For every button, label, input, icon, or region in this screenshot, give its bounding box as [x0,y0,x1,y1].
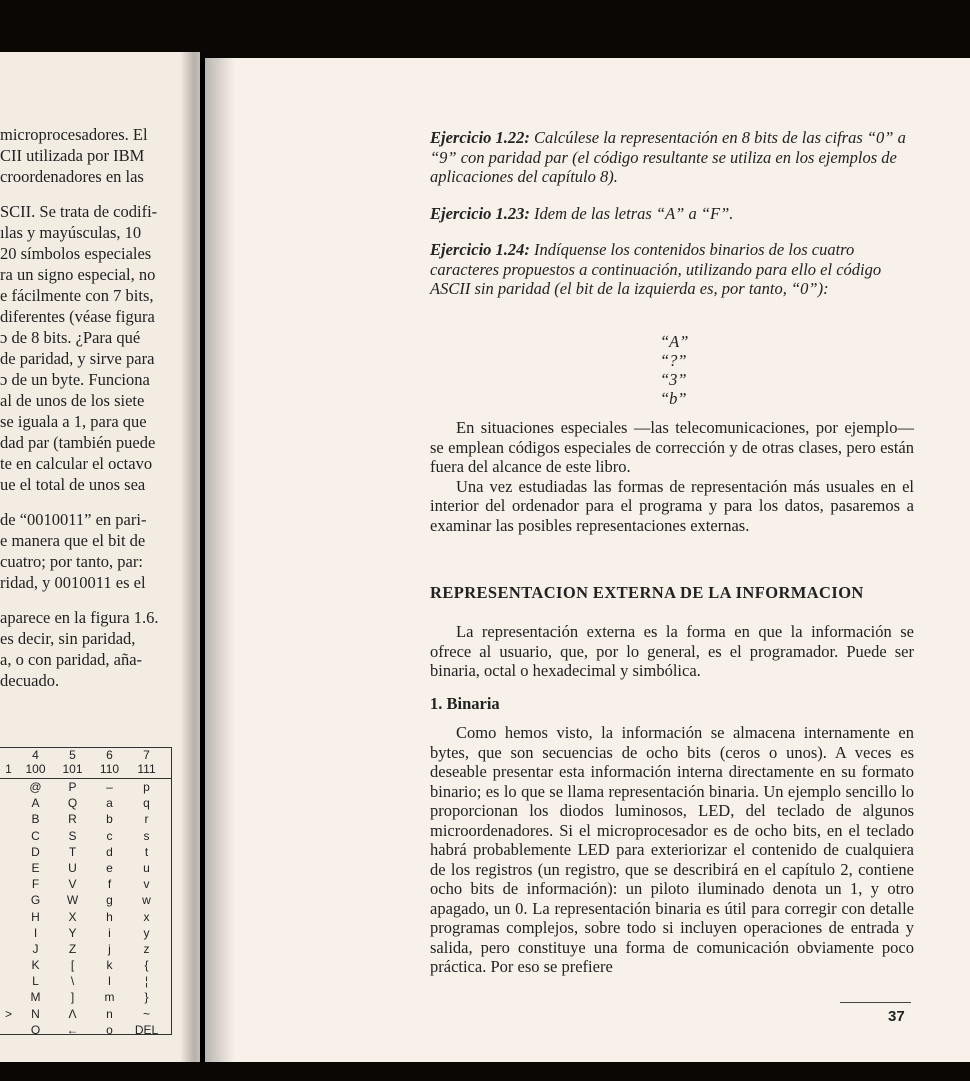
table-cell: f [107,877,112,892]
table-row [0,909,171,925]
table-row [0,957,171,973]
table-cell: u [143,860,150,875]
table-bits-cell: 111 [137,762,156,776]
character-examples [660,332,720,408]
table-cell: B [31,812,40,827]
exercise-1-23 [430,204,920,224]
table-body [0,779,171,1038]
left-text-line: es decir, sin paridad, [0,629,136,648]
left-text-line: ridad, y 0010011 es el [0,573,146,592]
table-cell: I [33,925,38,940]
table-cell: D [31,844,40,859]
table-header-cell: 7 [143,748,150,762]
bottom-dark-border [0,1062,970,1081]
table-cell: J [32,941,39,956]
table-cell: r [144,812,149,827]
table-cell: q [143,796,150,811]
table-header-row [0,748,171,762]
table-cell: h [106,909,113,924]
left-text-line: ra un signo especial, no [0,265,156,284]
table-cell: @ [29,780,42,794]
left-text-line: dad par (también puede [0,433,156,452]
table-cell: Y [68,925,77,940]
example-char: “3” [660,370,687,389]
table-row [0,795,171,811]
table-cell: > [4,1006,12,1021]
table-cell [0,925,17,941]
table-row [0,892,171,908]
left-text-line: aparece en la figura 1.6. [0,608,159,627]
paragraph: En situaciones especiales —las telecomunicaciones, por ejemplo— se emplean códigos especiales de corrección y de otras clases, pero están fuera del alcance de este libro. [430,418,914,476]
table-cell: O [30,1022,41,1037]
example-char: “?” [660,351,687,370]
table-row [0,1022,171,1038]
table-cell: c [106,828,113,843]
table-cell: y [143,925,150,940]
page-number: 37 [888,1008,905,1025]
exercise-label: Ejercicio 1.22: [430,128,530,147]
left-text-line: ɔ de 8 bits. ¿Para qué [0,328,141,347]
left-text-line: te en calcular el octavo [0,454,153,473]
table-cell [0,828,17,844]
table-cell: P [68,780,77,794]
exercise-text: Indíquense los contenidos binarios de los cuatro caracteres propuestos a continuación, utilizando para ello el código ASCII sin paridad (el bit de la izquierda es, por tanto, “0”): [430,240,882,298]
exercise-label: Ejercicio 1.24: [430,240,530,259]
table-cell: V [68,877,77,892]
left-text-line: 20 símbolos especiales [0,244,152,263]
table-cell: Q [67,796,78,811]
table-cell: g [106,893,113,908]
table-cell: \ [70,974,75,989]
table-cell: A [31,796,40,811]
left-text-line: ue el total de unos sea [0,475,146,494]
table-cell: x [143,909,150,924]
table-cell [0,844,17,860]
table-cell [0,892,17,908]
subsection-heading: 1. Binaria [430,694,500,713]
table-cell: m [104,990,115,1005]
example-char: “b” [660,389,687,408]
paragraph: La representación externa es la forma en que la información se ofrece al usuario, que, por lo general, es el programador. Puede ser binaria, octal o hexadecimal y simbólica. [430,622,914,680]
table-row [0,1006,171,1022]
exercise-1-22 [430,128,920,187]
table-row [0,811,171,827]
table-cell: d [106,844,113,859]
left-text-line: e manera que el bit de [0,531,146,550]
table-cell: E [31,860,40,875]
table-cell: R [68,812,77,827]
left-text-line: de paridad, y sirve para [0,349,155,368]
table-row [0,941,171,957]
table-cell: e [106,860,113,875]
left-text-line: SCII. Se trata de codifi- [0,202,158,221]
table-cell [0,973,17,989]
table-bits-cell: 110 [99,762,120,776]
table-header-cell: 5 [69,748,76,762]
table-bits-cell: 100 [25,762,46,776]
table-header-cell: 6 [106,748,113,762]
table-cell: j [108,941,111,956]
paragraph: Como hemos visto, la información se almacena internamente en bytes, que son secuencias de ocho bits (ceros o unos). A veces es deseable presentar esta información interna directamente en su formato binario; es lo que se llama representación binaria. Un ejemplo sencillo lo proporcionan los diodos luminosos, LED, del teclado de algunos microordenadores. Si el microprocesador es de ocho bits, en el teclado habrá probablemente LED para exteriorizar el contenido de cualquiera de los registros (un registro, que se describirá en el capítulo 2, contiene ocho bits de información): un piloto iluminado denota un 1, y otro apagado, un 0. La representación binaria es útil para corregir con detalle programas complejos, sobre todo si incluyen operaciones de entrada y salida, pero constituye una forma de comunicación obviamente poco práctica. Por eso se prefiere [430,723,914,976]
table-cell: N [31,1006,40,1021]
table-cell: w [142,893,151,908]
table-row [0,860,171,876]
table-row [0,828,171,844]
table-cell: t [144,844,149,859]
table-bits-row [0,762,171,779]
table-header-cell [0,748,17,762]
left-text-line: diferentes (véase figura [0,307,155,326]
table-bits-cell: 101 [62,762,83,776]
table-cell: z [143,941,150,956]
table-cell: L [32,974,39,989]
table-cell [0,779,17,795]
paragraph: Una vez estudiadas las formas de representación más usuales en el interior del ordenador para el programa y para los datos, pasaremos a examinar las posibles representaciones externas. [430,476,914,535]
table-cell: o [106,1022,113,1037]
table-row [0,844,171,860]
table-cell: Z [68,941,77,956]
table-cell: S [68,828,77,843]
table-cell: [ [70,958,75,973]
table-cell [0,941,17,957]
left-text-line: de “0010011” en pari- [0,510,147,529]
left-text-line: decuado. [0,671,60,690]
table-cell [0,1022,17,1038]
left-text-line: a, o con paridad, aña- [0,650,143,669]
table-cell: C [31,828,40,843]
left-text-line: CII utilizada por IBM [0,146,145,165]
table-row [0,925,171,941]
table-header-cell: 4 [32,748,39,762]
table-cell: s [143,828,150,843]
table-cell [0,795,17,811]
body-paragraphs-1 [430,418,914,535]
left-text-line: e fácilmente con 7 bits, [0,286,154,305]
table-cell: p [143,780,150,794]
right-gutter-shadow [205,58,235,1068]
table-cell: ] [70,990,75,1005]
table-row [0,779,171,795]
table-cell: b [106,812,113,827]
example-char: “A” [660,332,689,351]
left-text-line: ɔ de un byte. Funciona [0,370,150,389]
exercise-label: Ejercicio 1.23: [430,204,530,223]
top-dark-border [0,0,970,60]
table-cell [0,811,17,827]
table-cell: { [144,958,149,973]
table-cell: ← [66,1022,79,1037]
table-cell: a [106,796,113,811]
table-cell: } [144,990,149,1005]
table-cell [0,989,17,1005]
table-row [0,876,171,892]
table-cell [0,957,17,973]
body-paragraph-4 [430,723,914,977]
left-page [0,52,200,1062]
exercise-1-24 [430,240,920,299]
table-row [0,973,171,989]
table-cell: v [143,877,150,892]
left-text-line: al de unos de los siete [0,391,145,410]
footer-rule [840,1002,911,1003]
table-cell: T [68,844,77,859]
table-cell [0,876,17,892]
exercise-text: Idem de las letras “A” a “F”. [534,204,734,223]
left-text-line: microprocesadores. El [0,125,148,144]
table-cell: W [66,893,79,908]
table-cell: ¦ [144,974,149,989]
table-cell: DEL [134,1022,159,1037]
table-bits-cell: 1 [5,762,12,776]
left-text-line: cuatro; por tanto, par: [0,552,143,571]
table-row [0,989,171,1005]
left-text-line: croordenadores en las [0,167,144,186]
section-heading: REPRESENTACION EXTERNA DE LA INFORMACION [430,583,864,602]
table-cell: n [106,1006,113,1021]
table-cell: – [106,780,113,794]
body-paragraph-3 [430,622,914,681]
table-cell: l [108,974,111,989]
table-cell: Λ [68,1006,77,1021]
left-text-line: se iguala a 1, para que [0,412,147,431]
table-cell [0,860,17,876]
table-cell: U [68,860,77,875]
table-cell: X [68,909,77,924]
table-cell: k [106,958,113,973]
table-cell: i [108,925,111,940]
table-cell: ~ [142,1006,150,1021]
ascii-table-fragment [0,747,172,1035]
table-cell: F [31,877,40,892]
table-cell: M [30,990,41,1005]
table-cell: H [31,909,40,924]
exercise-text: Calcúlese la representación en 8 bits de las cifras “0” a “9” con paridad par (el código resultante se utiliza en los ejemplos de aplicaciones del capítulo 8). [430,128,906,186]
table-cell [0,909,17,925]
left-text-line: ılas y mayúsculas, 10 [0,223,142,242]
table-cell: K [31,958,40,973]
table-cell: G [30,893,41,908]
